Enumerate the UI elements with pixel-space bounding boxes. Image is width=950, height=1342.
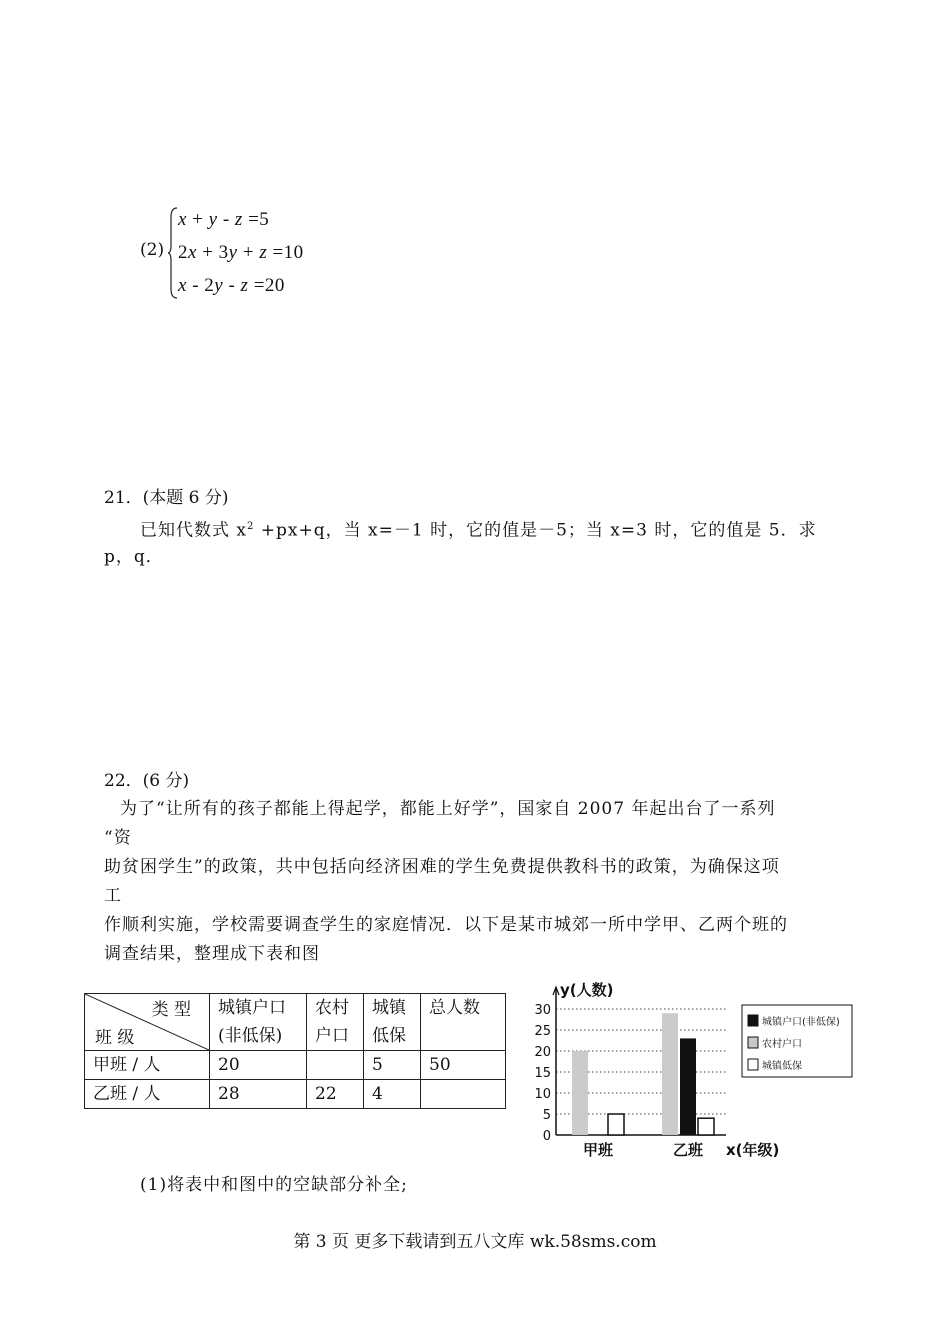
bar-2 — [662, 1013, 678, 1135]
legend-swatch — [748, 1015, 758, 1026]
table-cell: 22 — [307, 1080, 364, 1109]
y-tick-label: 10 — [534, 1087, 551, 1102]
table-row — [85, 1051, 506, 1080]
q21-line-1: 已知代数式 $x^2 +px+q$，当 x=－1 时，它的值是－5；当 x=3 时，它的值是 5．求 — [140, 520, 817, 541]
y-tick-label: 0 — [542, 1129, 551, 1144]
bar-chart — [526, 975, 856, 1165]
y-tick-label: 5 — [542, 1108, 551, 1123]
table-row — [85, 1080, 506, 1109]
legend-label: 农村户口 — [762, 1039, 802, 1050]
page-footer: 第 3 页 更多下载请到五八文库 wk.58sms.com — [293, 1232, 657, 1252]
col-header-rural: 农村 户口 — [307, 994, 364, 1051]
legend-swatch — [748, 1037, 758, 1048]
y-tick-label: 20 — [534, 1045, 551, 1060]
table-diagonal-header — [85, 994, 210, 1051]
bar-3 — [698, 1118, 714, 1135]
left-brace-icon — [168, 207, 178, 299]
q22-sub-1: (1)将表中和图中的空缺部分补全; — [140, 1175, 408, 1195]
q21-header: 21．(本题 6 分) — [104, 488, 229, 508]
x-category-label: 甲班 — [582, 1141, 614, 1159]
x-axis-label: x(年级) — [726, 1141, 780, 1159]
table-cell: 28 — [210, 1080, 307, 1109]
equation-label: (2) — [140, 240, 165, 260]
bar-1 — [680, 1038, 696, 1135]
q22-line-5: 作顺利实施，学校需要调查学生的家庭情况．以下是某市城郊一所中学甲、乙两个班的 — [104, 915, 788, 935]
q22-header: 22．(6 分) — [104, 771, 190, 791]
legend-label: 城镇低保 — [762, 1061, 802, 1072]
survey-table — [84, 993, 506, 1109]
q22-line-6: 调查结果，整理成下表和图 — [104, 944, 320, 964]
equation-line-3: x - 2y - z =20 — [178, 275, 285, 296]
bar-3 — [608, 1114, 624, 1135]
q22-line-3: 助贫困学生”的政策，共中包括向经济困难的学生免费提供教科书的政策，为确保这项 — [104, 857, 780, 877]
q22-line-1: 为了“让所有的孩子都能上得起学，都能上好学”，国家自 2007 年起出台了一系列 — [120, 799, 776, 819]
table-cell — [421, 1080, 506, 1109]
q21-line-2: p，q． — [104, 547, 164, 567]
table-cell — [307, 1051, 364, 1080]
legend-label: 城镇户口(非低保) — [762, 1017, 840, 1028]
equation-line-2: 2x + 3y + z =10 — [178, 242, 304, 263]
col-header-lowincome: 城镇 低保 — [364, 994, 421, 1051]
row-label: 甲班 / 人 — [85, 1051, 210, 1080]
legend-swatch — [748, 1059, 758, 1070]
diag-header-type: 类 型 — [151, 1000, 191, 1020]
q22-line-4: 工 — [104, 886, 122, 906]
row-label: 乙班 / 人 — [85, 1080, 210, 1109]
equation-line-1: x + y - z =5 — [178, 209, 270, 230]
y-axis-label: y(人数) — [560, 981, 614, 999]
table-cell: 5 — [364, 1051, 421, 1080]
y-tick-label: 15 — [534, 1066, 551, 1081]
table-cell: 50 — [421, 1051, 506, 1080]
diag-header-class: 班 级 — [95, 1028, 135, 1048]
y-tick-label: 30 — [534, 1003, 551, 1018]
table-cell: 4 — [364, 1080, 421, 1109]
x-category-label: 乙班 — [672, 1141, 704, 1159]
table-header-row — [85, 994, 506, 1051]
bar-2 — [572, 1051, 588, 1135]
col-header-urban: 城镇户口 (非低保) — [210, 994, 307, 1051]
col-header-total: 总人数 — [421, 994, 506, 1051]
table-cell: 20 — [210, 1051, 307, 1080]
q22-line-2: “资 — [104, 828, 132, 848]
y-tick-label: 25 — [534, 1024, 551, 1039]
